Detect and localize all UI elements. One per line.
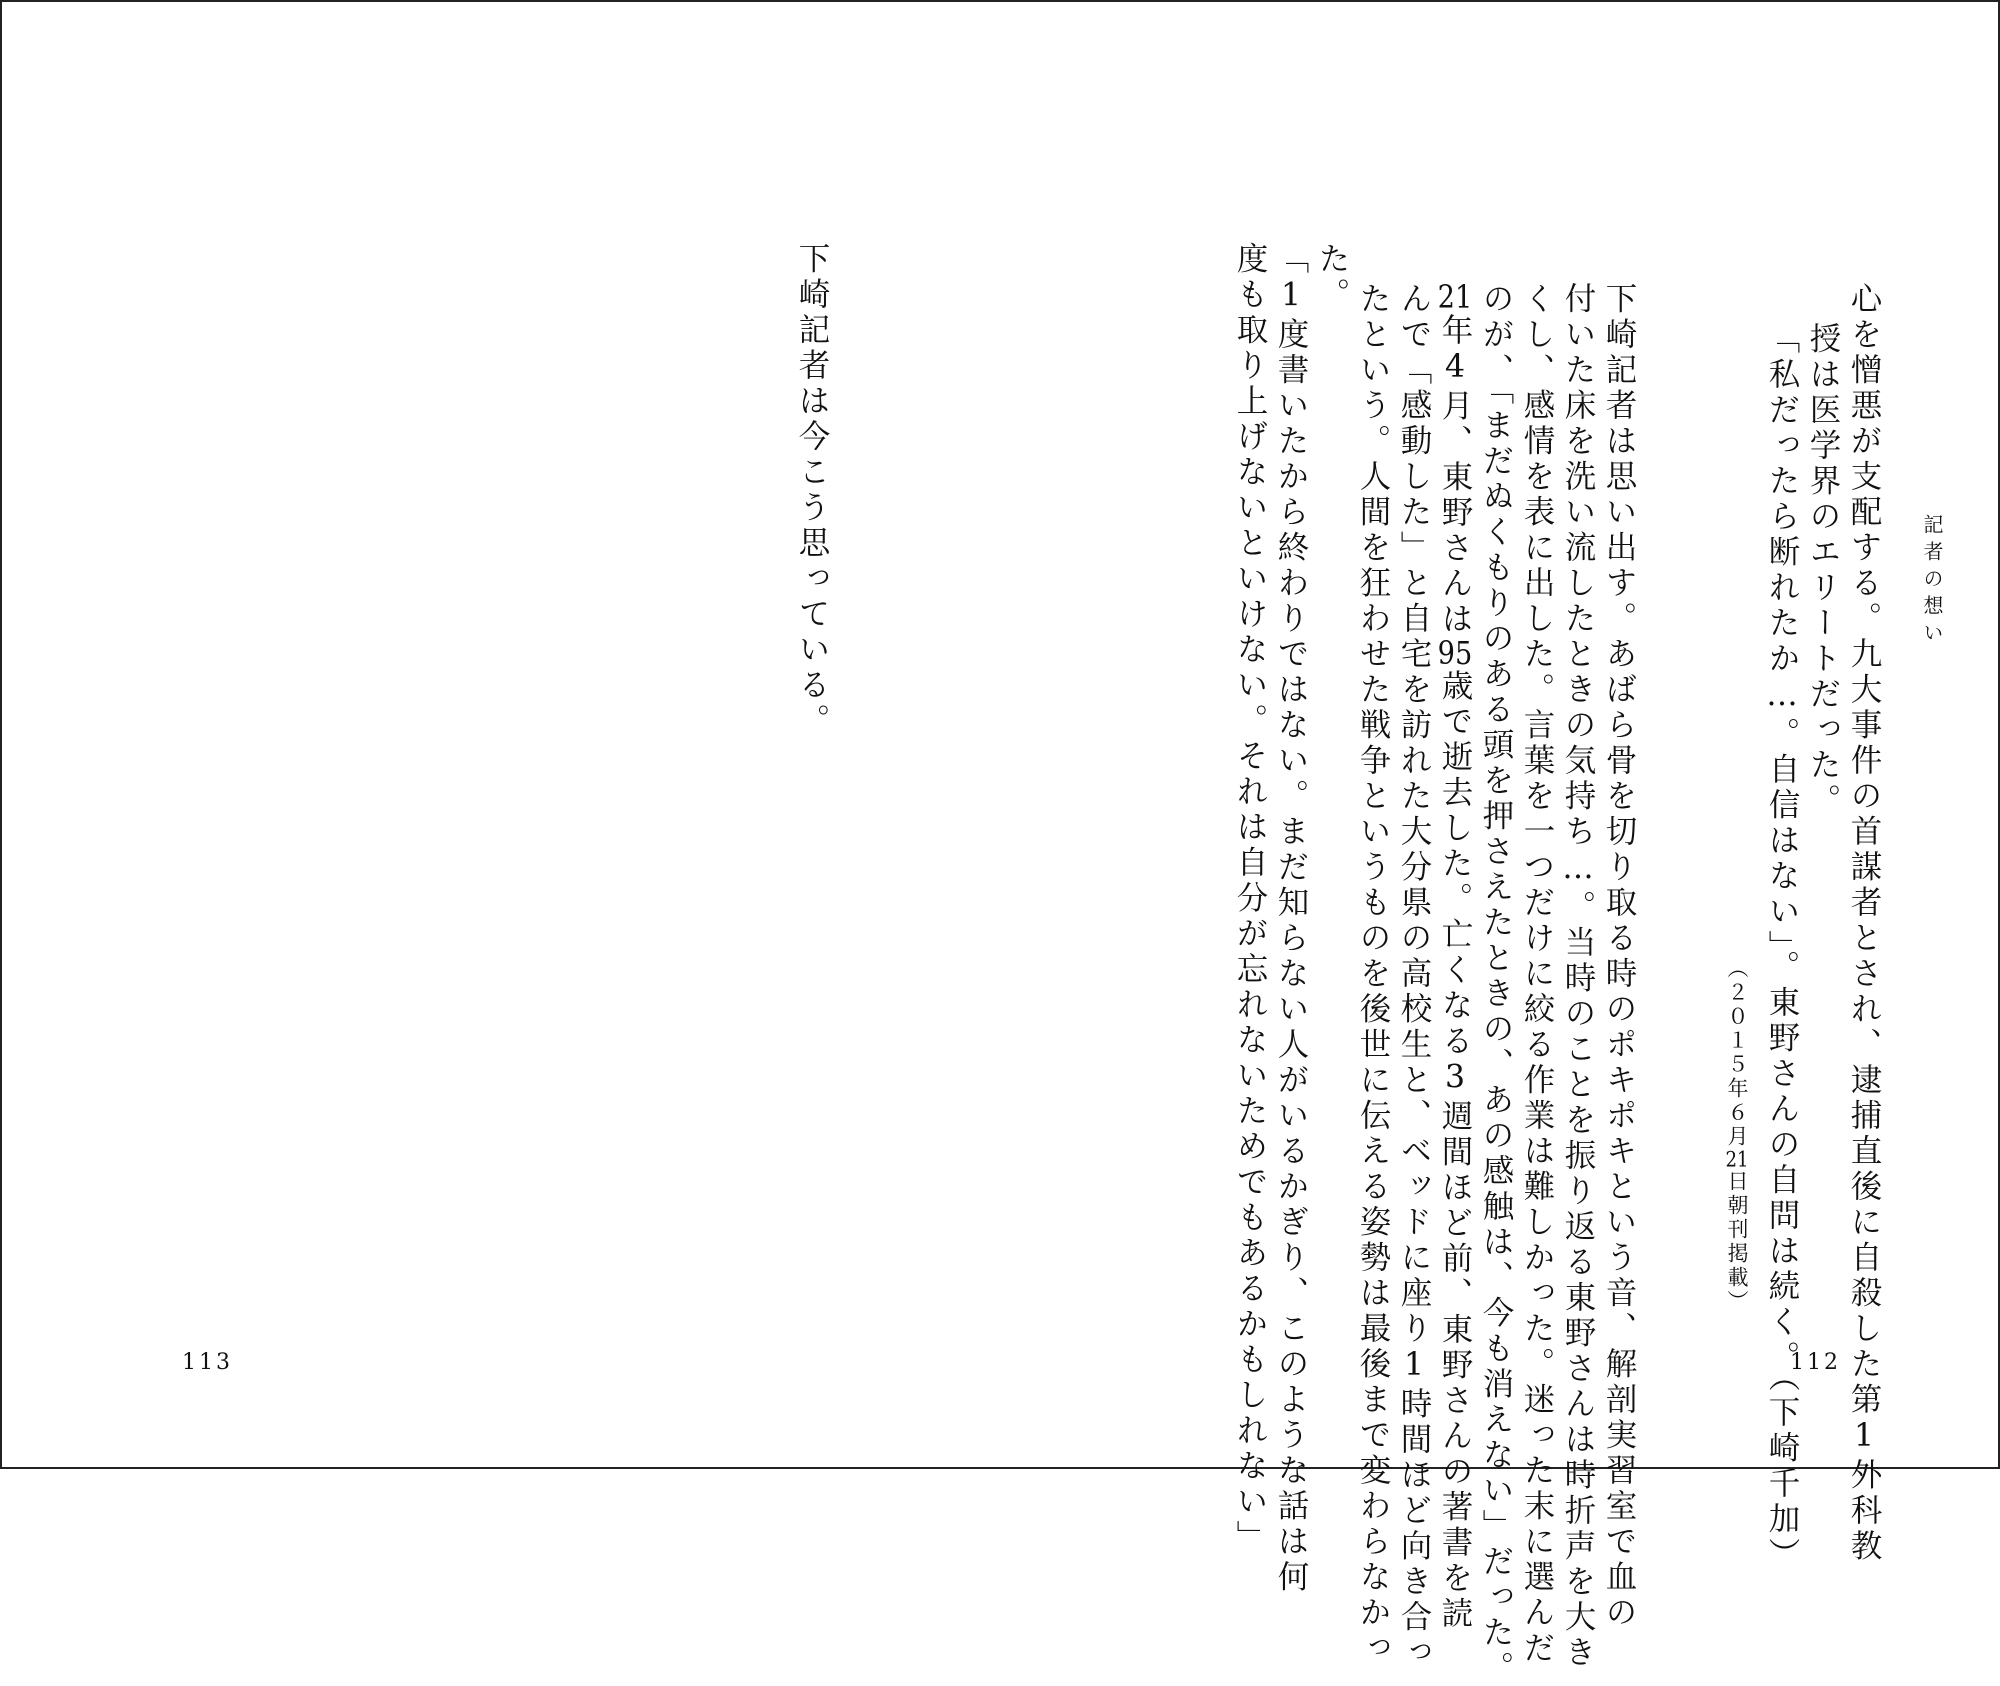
text-line: 心を憎悪が支配する。九大事件の首謀者とされ、逮捕直後に自殺した第1外科教 — [1846, 282, 1882, 1565]
text-line: 21年4月、東野さんは95歳で逝去した。亡くなる3週間ほど前、東野さんの著書を読 — [1437, 282, 1473, 1632]
text-line: 度も取り上げないといけない。それは自分が忘れないためでもあるかもしれない」 — [1232, 242, 1268, 1556]
text-line: 授は医学界のエリートだった。 — [1805, 322, 1841, 819]
text-line: 付いた床を洗い流したときの気持ち…。当時のことを振り返る東野さんは時折声を大き — [1560, 282, 1596, 1671]
text-line: 下崎記者は今こう思っている。 — [794, 242, 830, 739]
text-line: んで「感動した」と自宅を訪れた大分県の高校生と、ベッドに座り1時間ほど向き合っ — [1396, 282, 1432, 1671]
running-header: 記者の想い — [1920, 514, 1944, 649]
publication-credit: （２０１５年６月21日朝刊掲載） — [1725, 957, 1749, 1314]
text-line: くし、感情を表に出した。言葉を一つだけに絞る作業は難しかった。迷った末に選んだ — [1519, 282, 1555, 1667]
text-line: 「私だったら断れたか…。自信はない」。東野さんの自問は続く。（下崎千加） — [1764, 322, 1800, 1573]
text-line: たという。人間を狂わせた戦争というものを後世に伝える姿勢は最後まで変わらなかっ — [1355, 282, 1391, 1667]
text-line: のが、「まだぬくもりのある頭を押さえたときの、あの感触は、今も消えない」だった。 — [1478, 282, 1514, 1686]
text-line: 下崎記者は思い出す。あばら骨を切り取る時のポキポキという音、解剖実習室で血の — [1601, 282, 1637, 1631]
page-number-113: 113 — [182, 1350, 233, 1375]
page-number-112: 112 — [1790, 1350, 1841, 1375]
text-line: た。 — [1314, 242, 1350, 313]
text-line: 「1度書いたから終わりではない。まだ知らない人がいるかぎり、このような話は何 — [1273, 242, 1309, 1596]
